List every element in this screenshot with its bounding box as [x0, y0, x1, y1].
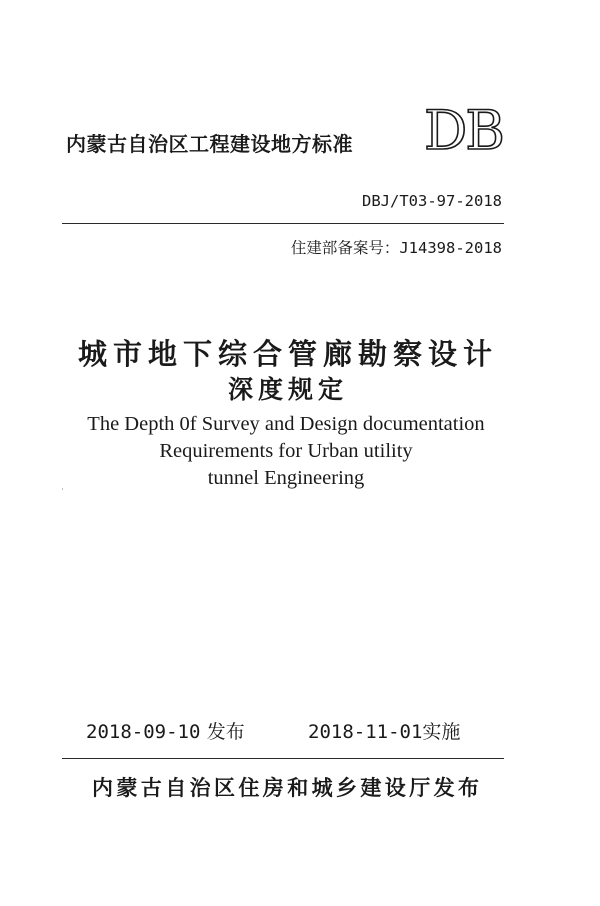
title-english-line-1: The Depth 0f Survey and Design documentation [87, 413, 485, 435]
implement-date-label: 实施 [422, 721, 461, 743]
standard-number: DBJ/T03-97-2018 [362, 192, 502, 210]
filing-number: 住建部备案号：J14398-2018 [290, 239, 502, 257]
publish-date-value: 2018-09-10 [86, 721, 201, 743]
title-chinese-line-1: 城市地下综合管廊勘察设计 [77, 337, 498, 371]
title-english-line-2: Requirements for Urban utility [159, 440, 413, 462]
publish-date [86, 717, 245, 744]
implement-date-value: 2018-11-01 [308, 721, 423, 743]
title-english-line-3: tunnel Engineering [207, 467, 365, 489]
publisher: 内蒙古自治区住房和城乡建设厅发布 [92, 776, 483, 800]
bottom-divider [62, 758, 504, 759]
db-logo: DB [424, 99, 503, 162]
implement-date [308, 717, 460, 744]
top-divider [62, 223, 504, 224]
scan-speck [62, 488, 63, 490]
title-chinese-line-2: 深度规定 [227, 375, 348, 404]
publish-date-label: 发布 [206, 721, 245, 743]
standard-category: 内蒙古自治区工程建设地方标准 [66, 132, 353, 156]
